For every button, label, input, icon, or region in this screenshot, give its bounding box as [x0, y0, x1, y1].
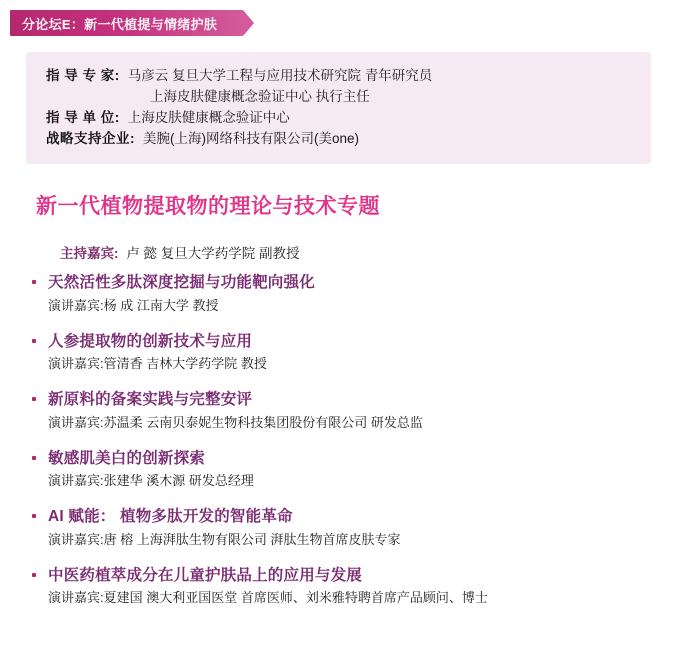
- host-line: [60, 242, 300, 262]
- list-item: [26, 331, 656, 375]
- info-value-organization: 上海皮肤健康概念验证中心: [127, 109, 290, 125]
- info-label-strategic-partner: 战略支持企业:: [46, 130, 135, 146]
- info-row-strategic-partner: [46, 129, 633, 150]
- bullet-icon: [32, 397, 36, 401]
- host-value: 卢 懿 复旦大学药学院 副教授: [126, 246, 300, 261]
- talk-title: 人参提取物的创新技术与应用: [48, 332, 253, 350]
- forum-ribbon: [10, 10, 243, 36]
- host-label: 主持嘉宾:: [60, 246, 119, 261]
- talk-speaker: 演讲嘉宾:管清香 吉林大学药学院 教授: [48, 356, 267, 372]
- talk-speaker: 演讲嘉宾:夏建国 澳大利亚国医堂 首席医师、刘米雅特聘首席产品顾问、博士: [48, 590, 488, 606]
- info-row-expert: [46, 66, 633, 87]
- list-item: [26, 272, 656, 316]
- info-row-organization: [46, 108, 633, 129]
- talk-title: 敏感肌美白的创新探索: [48, 449, 206, 467]
- talk-title: 新原料的备案实践与完整安评: [48, 391, 253, 409]
- talk-speaker: 演讲嘉宾:张建华 溪木源 研发总经理: [48, 473, 254, 489]
- list-item: [26, 506, 656, 550]
- talk-title: 天然活性多肽深度挖掘与功能靶向强化: [48, 274, 315, 291]
- list-item: [26, 389, 656, 433]
- info-value-expert-cont: 上海皮肤健康概念验证中心 执行主任: [150, 88, 370, 104]
- bullet-icon: [32, 339, 36, 343]
- bullet-icon: [32, 573, 36, 577]
- bullet-icon: [32, 456, 36, 460]
- talk-speaker: 演讲嘉宾:苏温柔 云南贝泰妮生物科技集团股份有限公司 研发总监: [48, 414, 423, 430]
- bullet-icon: [32, 280, 36, 284]
- talk-speaker: 演讲嘉宾:唐 榕 上海湃肽生物有限公司 湃肽生物首席皮肤专家: [48, 531, 401, 547]
- list-item: [26, 565, 656, 609]
- info-label-organization: 指 导 单 位:: [46, 109, 120, 125]
- guidance-info-panel: [26, 52, 651, 164]
- forum-ribbon-label: 分论坛E：新一代植提与情绪护肤: [22, 16, 218, 32]
- info-label-expert: 指 导 专 家:: [46, 68, 120, 83]
- talk-title: 中医药植萃成分在儿童护肤品上的应用与发展: [48, 566, 363, 584]
- info-value-strategic-partner: 美腕(上海)网络科技有限公司(美one): [143, 130, 360, 146]
- list-item: [26, 448, 656, 492]
- talk-title: AI 赋能： 植物多肽开发的智能革命: [48, 508, 293, 526]
- bullet-icon: [32, 514, 36, 518]
- section-title: 新一代植物提取物的理论与技术专题: [36, 195, 380, 218]
- talk-list: [26, 272, 656, 623]
- info-value-expert: 马彦云 复旦大学工程与应用技术研究院 青年研究员: [127, 68, 433, 83]
- talk-speaker: 演讲嘉宾:杨 成 江南大学 教授: [48, 297, 219, 313]
